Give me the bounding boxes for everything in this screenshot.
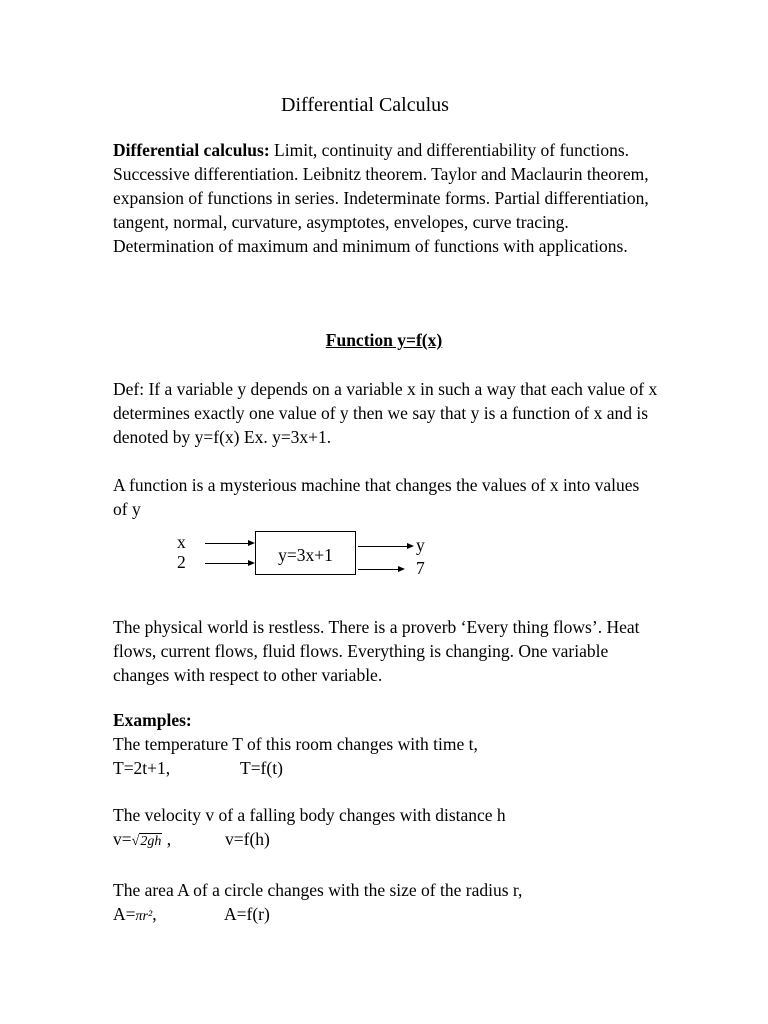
section-heading: Function y=f(x): [325, 330, 443, 350]
examples-heading: Examples:: [113, 710, 192, 730]
example-1-formula-prefix: T=2t+1,: [113, 758, 171, 778]
output-arrow-top: [358, 546, 412, 547]
example-3-formula: [113, 904, 157, 925]
example-1-description: The temperature T of this room changes with time t,: [113, 734, 478, 754]
syllabus-text: Limit, continuity and differentiability of functions. Successive differentiation. Leibnitz theorem. Taylor and Maclaurin theorem, expansion of functions in series. Indeterminate forms. Partial differentiation, tangent, normal, curvature, asymptotes, envelopes, curve tracing. Determination of maximum and minimum of functions with applications.: [113, 140, 649, 256]
example-1-formula: [113, 758, 170, 779]
example-2-function-form: v=f(h): [225, 829, 270, 849]
example-1-function-form: T=f(t): [240, 758, 283, 778]
definition-paragraph: [113, 377, 658, 449]
machine-paragraph: [113, 473, 658, 521]
physical-world-paragraph: [113, 615, 658, 687]
physical-world-text: The physical world is restless. There is a proverb ‘Every thing flows’. Heat flows, current flows, fluid flows. Everything is changing. One variable changes with respect to other variable.: [113, 617, 640, 685]
input-variable-label: x: [177, 532, 186, 552]
definition-text: Def: If a variable y depends on a variable x in such a way that each value of x determines exactly one value of y then we say that y is a function of x and is denoted by y=f(x) Ex. y=3x+1.: [113, 379, 658, 447]
sqrt-symbol: √2gh: [131, 834, 162, 849]
example-2-formula-prefix: v=: [113, 829, 132, 849]
syllabus-paragraph: [113, 138, 658, 258]
function-box: [255, 531, 356, 575]
example-2-description: The velocity v of a falling body changes with distance h: [113, 805, 506, 825]
output-variable-label: y: [416, 535, 425, 555]
input-value-label: 2: [177, 552, 186, 572]
example-3-function-form: A=f(r): [224, 904, 270, 924]
example-2-formula: [113, 829, 171, 850]
syllabus-label: Differential calculus:: [113, 140, 270, 160]
input-arrow-top: [205, 543, 253, 544]
page-title: Differential Calculus: [281, 94, 449, 116]
example-2-formula-suffix: ,: [162, 829, 172, 849]
sqrt-radicand: 2gh: [140, 834, 162, 849]
function-box-label: y=3x+1: [278, 545, 333, 565]
output-value-label: 7: [416, 558, 425, 578]
output-arrow-bottom: [358, 569, 403, 570]
example-3-formula-expression: πr²: [135, 909, 153, 924]
input-arrow-bottom: [205, 563, 253, 564]
machine-text: A function is a mysterious machine that changes the values of x into values of y: [113, 475, 640, 519]
example-3-formula-prefix: A=: [113, 904, 136, 924]
example-3-formula-suffix: ,: [152, 904, 157, 924]
example-3-description: The area A of a circle changes with the size of the radius r,: [113, 880, 523, 900]
